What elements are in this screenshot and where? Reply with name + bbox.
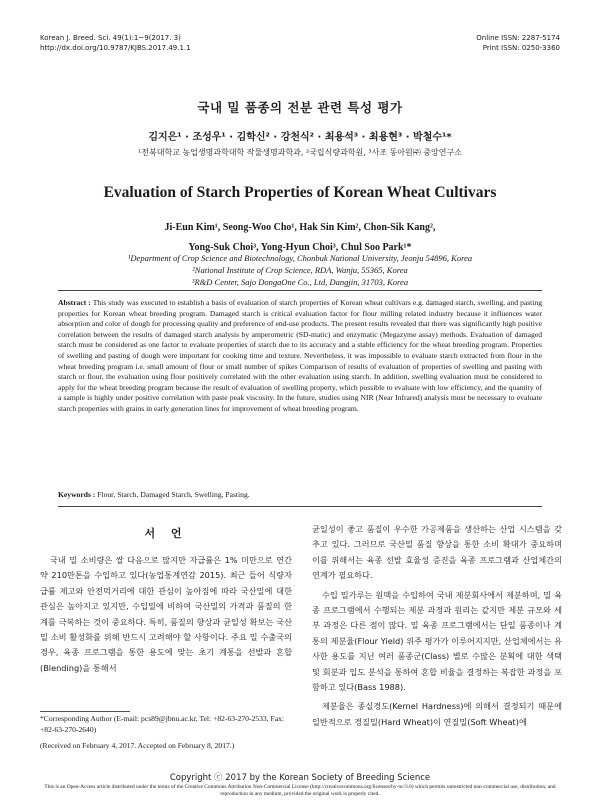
section-title-introduction: 서 언 — [144, 527, 188, 540]
keywords-label: Keywords : — [58, 490, 96, 499]
english-title: Evaluation of Starch Properties of Korean Wheat Cultivars — [103, 184, 497, 201]
right-column — [312, 522, 562, 730]
affiliation-1: ¹Department of Crop Science and Biotechnology, Chonbuk National University, Jeonju 54896, Korea — [127, 253, 473, 263]
english-affiliations — [0, 252, 600, 288]
korean-authors: 김지은¹ · 조성우¹ · 김학신² · 강천식² · 최용석³ · 최용현³ · 박철수¹* — [148, 132, 452, 143]
print-issn: Print ISSN: 0250-3360 — [482, 44, 560, 52]
online-issn: Online ISSN: 2287-5174 — [476, 34, 560, 42]
license-notice: This is an Open-Access article distributed under the terms of the Creative Commons Attribution Non-Commercial License (http://creativecommons.org/licenses/by-nc/3.0) which permits unrestricted non-commercial use, distribution, and reproduction in any medium, provided the original work is properly cited. — [44, 784, 556, 797]
paragraph: 균일성이 좋고 품질이 우수한 가공제품을 생산하는 산업 시스템을 갖추고 있다. 그러므로 국산밀 품질 향상을 통한 소비 확대가 중요하며 이를 위해서는 육종 선발 효율성 증진을 육종 프로그램과 산업체간의 연계가 필요하다. — [312, 524, 562, 581]
affiliation-3: ³R&D Center, Sajo DongaOne Co., Ltd, Dangjin, 31703, Korea — [191, 277, 409, 287]
affiliation-2: ²National Institute of Crop Science, RDA, Wanju, 55365, Korea — [192, 265, 408, 275]
paragraph: 수입 밀가루는 원맥을 수입하여 국내 제분회사에서 제분하며, 밀 육종 프로그램에서 수행되는 제분 과정과 원리는 같지만 제분 규모와 세부 과정은 다른 점이 많다. 밀 육종 프로그램에서는 단일 품종이나 계통의 제분율(Flour Yield) 위주 평가가 이루어지지만, 산업체에서는 유사한 용도를 지닌 여러 품종군(Class) 별로 수많은 분획에 대한 색택 및 회분과 입도 분석을 통하여 혼합 비율을 결정하는 복잡한 과정을 포함하고 있다(Bass 1988). — [312, 589, 562, 693]
abstract — [58, 298, 542, 415]
korean-affiliations: ¹전북대학교 농업생명과학대학 작물생명과학과, ²국립식량과학원, ³사조 동아원㈜ 중앙연구소 — [138, 148, 462, 157]
copyright: Copyright ⓒ 2017 by the Korean Society of Breeding Science — [169, 773, 431, 783]
abstract-label: Abstract : — [58, 298, 91, 307]
paragraph: 제분율은 종실경도(Kernel Hardness)에 의해서 결정되기 때문에 일반적으로 경질밀(Hard Wheat)이 연질밀(Soft Wheat)에 — [312, 701, 562, 727]
doi-link[interactable]: http://dx.doi.org/10.9787/KJBS.2017.49.1.1 — [40, 44, 191, 52]
page-header — [40, 33, 560, 57]
abstract-text: This study was executed to establish a basis of evaluation of starch properties of Korean wheat cultivars e.g. damaged starch, swelling, and pasting properties for Korean wheat breeding program. Damaged starch is critical evaluation factor for flour milling related industry because it influences water absorption and color of dough for processing quality and preference of end-use products. The present results revealed that there was significantly high positive correlation between the results of damaged starch analysis by amperometric (SD-matic) and enzymatic (Megazyme assay) methods. Evaluation of damaged starch must be considered as one factor to evaluate properties of starch due to its accuracy and a stable efficiency for the wheat breeding program. Properties of swelling and pasting of dough were important for cooking time and texture. Nevertheless, it was impossible to evaluate starch extracted from flour in the wheat breeding program i.e. small amount of flour or small number of spikes Comparison of results of evaluation of properties of swelling and pasting with starch or flour, the evaluation using flour positively correlated with the other evaluation using starch. In addition, swelling evaluation must be considered to apply for the wheat breeding program because the result of evaluation of swelling property, which possible to evaluate with low efficiency, and the quantity of a sample is highly under positive correlation with paste peak viscosity. In the future, studies using NIR (Near Infrared) analysis must be necessary to evaluate starch properties with grains in early generation lines for improvement of wheat breeding program. — [58, 298, 542, 413]
corresponding-author: *Corresponding Author (E-mail: pcs89@jbnu.ac.kr, Tel: +82-63-270-2533, Fax: +82-63-270-2640) — [40, 714, 284, 734]
english-authors-line-1: Ji-Eun Kim¹, Seong-Woo Cho¹, Hak Sin Kim², Chon-Sik Kang², — [164, 222, 436, 233]
left-column — [40, 522, 292, 676]
journal-citation: Korean J. Breed. Sci. 49(1):1~9(2017. 3) — [40, 34, 181, 42]
footnote — [40, 714, 292, 752]
keywords — [58, 490, 542, 499]
footnote-rule — [40, 711, 130, 712]
abstract-bottom-rule — [58, 506, 542, 507]
abstract-top-rule — [58, 290, 542, 291]
keywords-text: Flour, Starch, Damaged Starch, Swelling, Pasting. — [97, 490, 250, 499]
received-dates: (Received on February 4, 2017. Accepted on February 8, 2017.) — [40, 741, 235, 750]
paragraph: 국내 밀 소비량은 쌀 다음으로 많지만 자급률은 1% 미만으로 연간 약 210만톤을 수입하고 있다(농업통계연감 2015). 최근 들어 식량자급률 제고와 안전먹거리에 대한 관심이 높아짐에 따라 국산밀에 대한 관심은 높아지고 있지만, 수입밀에 비하여 국산밀의 가격과 품질의 한계를 극복하는 것이 중요하다. 특히, 품질의 향상과 균일성 확보는 국산밀 소비 활성화를 위해 반드시 고려해야 할 사항이다. 주요 밀 수출국의 경우, 육종 프로그램을 통한 용도에 맞는 초기 계통을 선발과 혼합(Blending)을 통해서 — [40, 555, 292, 673]
english-authors-line-2: Yong-Suk Choi³, Yong-Hyun Choi³, Chul Soo Park¹* — [188, 242, 412, 253]
korean-title: 국내 밀 품종의 전분 관련 특성 평가 — [197, 100, 403, 115]
